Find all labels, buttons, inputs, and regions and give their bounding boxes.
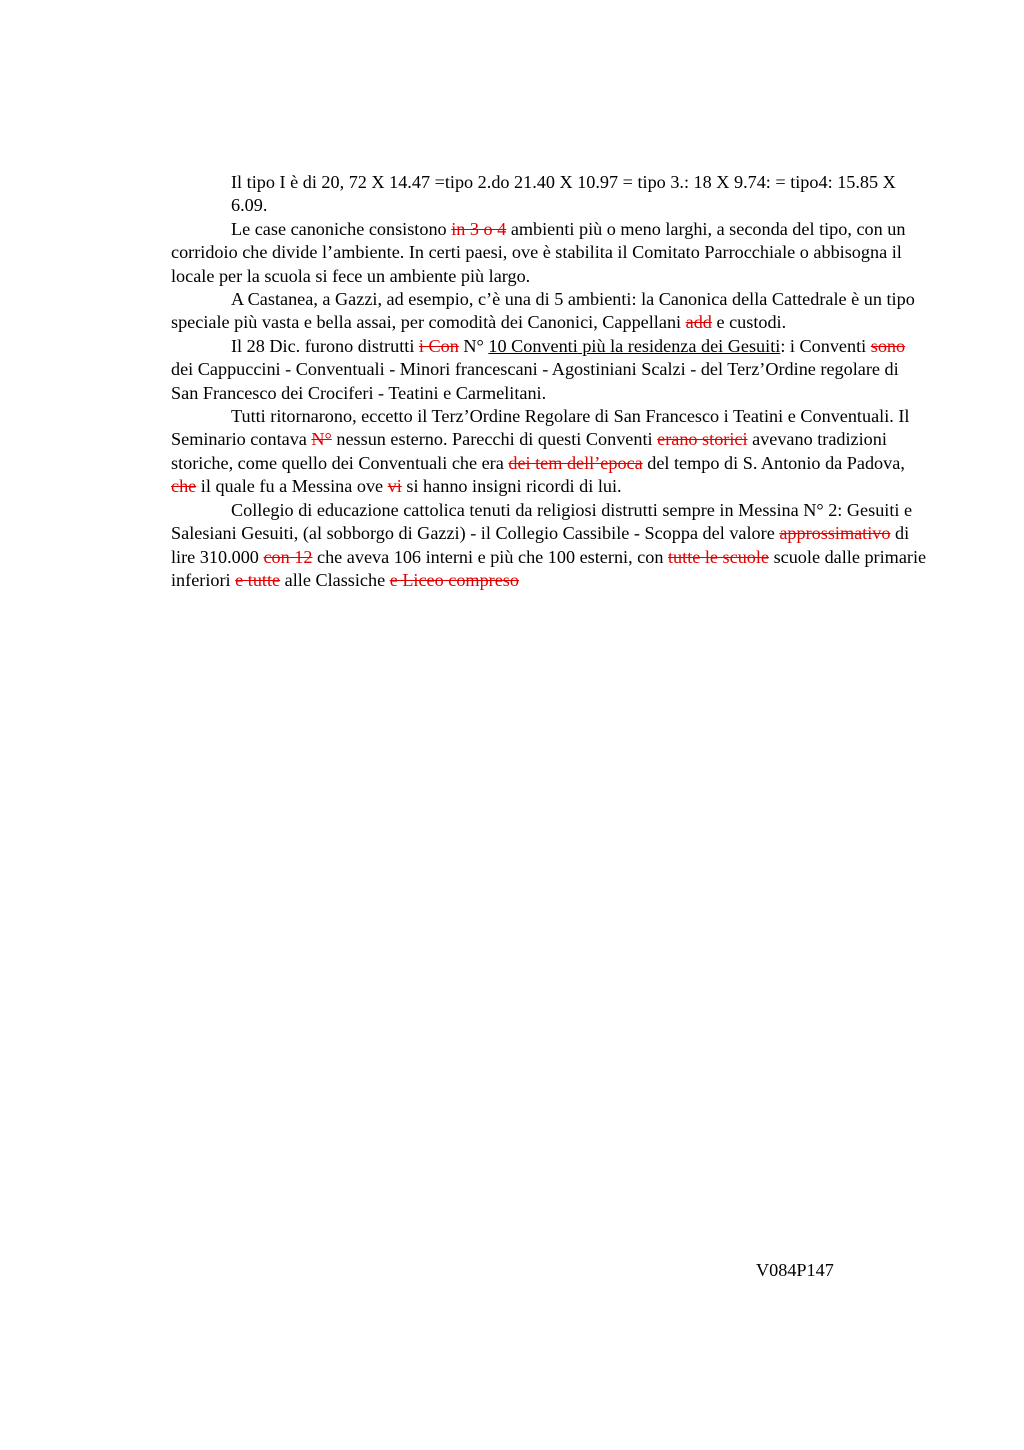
text-run: N° — [458, 335, 489, 356]
text-run: che aveva 106 interni e più che 100 esterni, con — [312, 546, 668, 567]
text-run: si hanno insigni ricordi di lui. — [401, 476, 622, 497]
paragraph-collegio — [171, 499, 929, 593]
text-run: A Castanea, a Gazzi, ad esempio, c’è una di 5 ambienti: la Canonica della Cattedrale è un tipo speciale più vasta e bella assai, per comodità dei Canonici, Cappellani — [171, 289, 915, 333]
page-code-footer: V084P147 — [756, 1260, 834, 1280]
deleted-text: N° — [311, 429, 332, 450]
deleted-text: erano storici — [657, 429, 748, 450]
deleted-text: dei tem dell’epoca — [508, 452, 643, 473]
text-run: dei Cappuccini - Conventuali - Minori francescani - Agostiniani Scalzi - del Terz’Ordine regolare di San Francesco dei Crociferi - Teatini e Carmelitani. — [171, 359, 899, 403]
paragraph-dimensions — [171, 171, 929, 218]
text-run: alle Classiche — [280, 569, 390, 590]
deleted-text: che — [171, 476, 197, 497]
deleted-text: in 3 o 4 — [451, 218, 507, 239]
text-run: di lire 310.000 — [171, 523, 910, 567]
text-run: del tempo di S. Antonio da Padova, — [642, 452, 905, 473]
text-run: avevano tradizioni storiche, come quello dei Conventuali che era — [171, 429, 887, 473]
text-run: Tutti ritornarono, eccetto il Terz’Ordine Regolare di San Francesco i Teatini e Conventuali. Il Seminario contava — [171, 406, 910, 450]
text-run: : i Conventi — [780, 335, 871, 356]
deleted-text: sono — [870, 335, 906, 356]
deleted-text: tutte le scuole — [668, 546, 770, 567]
paragraph-ritornarono — [171, 405, 929, 499]
deleted-text: i Con — [418, 335, 459, 356]
text-run: scuole dalle primarie inferiori — [171, 546, 927, 590]
text-run: Collegio di educazione cattolica tenuti da religiosi distrutti sempre in Messina N° 2: Gesuiti e Salesiani Gesuiti, (al sobborgo di Gazzi) - il Collegio Cassibile - Scoppa del valore — [171, 499, 913, 544]
deleted-text: approssimativo — [779, 523, 891, 544]
paragraph-conventi-distrutti — [171, 335, 929, 405]
text-run: ambienti più o meno larghi, a seconda del tipo, con un corridoio che divide l’ambiente. In certi paesi, ove è stabilita il Comitato Parrocchiale o abbisogna il locale per la scuola si fece un ambiente più largo. — [171, 218, 906, 286]
text-run: il quale fu a Messina ove — [196, 476, 388, 497]
text-run: Il 28 Dic. furono distrutti — [231, 335, 419, 356]
deleted-text: add — [685, 312, 712, 333]
document-body — [171, 171, 929, 592]
deleted-text: con 12 — [263, 546, 313, 567]
paragraph-case-canoniche — [171, 218, 929, 288]
text-run: Il tipo I è di 20, 72 X 14.47 =tipo 2.do 21.40 X 10.97 = tipo 3.: 18 X 9.74: = tipo4: 15.85 X 6.09. — [231, 172, 896, 216]
text-run: nessun esterno. Parecchi di questi Conventi — [331, 429, 658, 450]
text-run: e custodi. — [711, 312, 787, 333]
text-run: Le case canoniche consistono — [231, 218, 452, 239]
underlined-text: 10 Conventi più la residenza dei Gesuiti — [488, 335, 781, 356]
deleted-text: e tutte — [235, 569, 281, 590]
deleted-text: vi — [387, 476, 402, 497]
paragraph-castanea-gazzi — [171, 288, 929, 335]
deleted-text: e Liceo compreso — [389, 569, 519, 590]
